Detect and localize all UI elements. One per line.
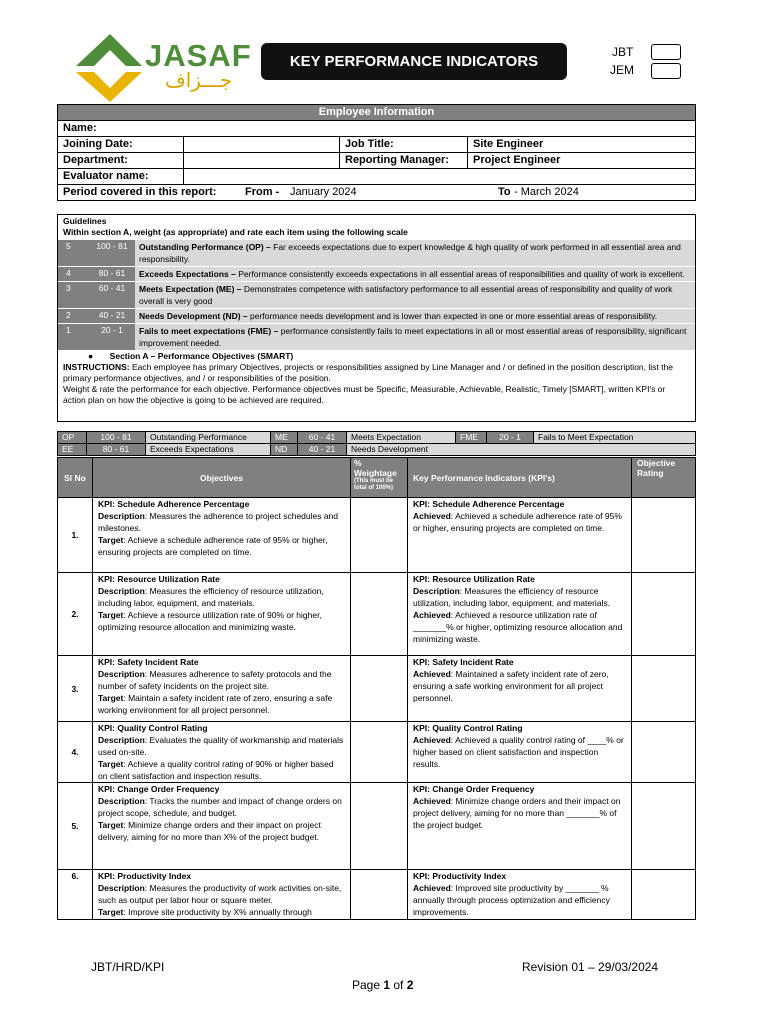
objective-title: KPI: Safety Incident Rate bbox=[98, 657, 199, 667]
achieved-label: Achieved bbox=[413, 883, 451, 893]
description-label: Description bbox=[98, 796, 145, 806]
objective-target: Minimize change orders and their impact on project delivery, aiming for no more than X% of the project budget. bbox=[98, 820, 321, 842]
weightage-field[interactable] bbox=[351, 722, 408, 783]
name-label: Name: bbox=[58, 121, 696, 137]
document-title: KEY PERFORMANCE INDICATORS bbox=[261, 43, 567, 80]
weightage-field[interactable] bbox=[351, 656, 408, 722]
guidelines-box bbox=[57, 214, 696, 422]
objective-target: Maintain a safety incident rate of zero, ensuring a safe working environment for all project personnel. bbox=[98, 693, 333, 715]
guidelines-title: Guidelines bbox=[63, 216, 107, 226]
scale-row bbox=[58, 281, 695, 308]
rating-field[interactable] bbox=[632, 722, 696, 783]
target-label: Target bbox=[98, 820, 124, 830]
kpi-cell: KPI: Schedule Adherence Percentage Achieved: Achieved a schedule adherence rate of 95% or higher, ensuring projects are completed on time. bbox=[408, 498, 632, 573]
objective-title: KPI: Schedule Adherence Percentage bbox=[98, 499, 250, 509]
reporting-manager-value: Project Engineer bbox=[468, 153, 696, 169]
guidelines-intro: Within section A, weight (as appropriate) and rate each item using the following scale bbox=[63, 227, 408, 237]
legend-code: OP bbox=[58, 432, 87, 444]
row-number: 6. bbox=[58, 870, 93, 920]
scale-score: 1 bbox=[58, 324, 89, 350]
objective-description: Measures adherence to safety protocols and the number of safety incidents on the project site. bbox=[98, 669, 332, 691]
kpi-row bbox=[58, 656, 696, 722]
row-number: 3. bbox=[58, 656, 93, 722]
kpi-table bbox=[57, 457, 696, 920]
objective-cell: KPI: Change Order Frequency Description: Tracks the number and impact of change orders on project scope, schedule, and budget. Target: Minimize change orders and their impact on project delivery, aiming for no more than X% of the project budget. bbox=[93, 783, 351, 870]
evaluator-label: Evaluator name: bbox=[58, 169, 184, 185]
objective-description: Measures the efficiency of resource utilization, including labor, equipment, and materials. bbox=[98, 586, 324, 608]
job-title-label: Job Title: bbox=[340, 137, 468, 153]
rating-field[interactable] bbox=[632, 498, 696, 573]
page-prefix: Page bbox=[352, 978, 384, 992]
objective-target: Achieve a resource utilization rate of 90% or higher, optimizing resource allocation and minimizing waste. bbox=[98, 610, 322, 632]
scale-name: Exceeds Expectations – bbox=[139, 269, 236, 279]
description-label: Description bbox=[98, 883, 145, 893]
kpi-achieved: Improved site productivity by _______ % annually through process optimization and efficiency improvements. bbox=[413, 883, 610, 917]
kpi-row bbox=[58, 573, 696, 656]
target-label: Target bbox=[98, 693, 124, 703]
col-objectives: Objectives bbox=[93, 458, 351, 498]
scale-row bbox=[58, 308, 695, 323]
objective-description: Measures the productivity of work activities on-site, such as output per labor hour or square meter. bbox=[98, 883, 342, 905]
col-kpi: Key Performance Indicators (KPI's) bbox=[408, 458, 632, 498]
checkbox-jbt[interactable] bbox=[651, 44, 681, 60]
kpi-title: KPI: Safety Incident Rate bbox=[413, 657, 514, 667]
section-a-title: Section A – Performance Objectives (SMART) bbox=[109, 351, 294, 361]
rating-field[interactable] bbox=[632, 573, 696, 656]
rating-legend bbox=[57, 431, 696, 456]
kpi-row bbox=[58, 722, 696, 783]
reporting-manager-label: Reporting Manager: bbox=[340, 153, 468, 169]
objective-cell: KPI: Productivity Index Description: Measures the productivity of work activities on-site, such as output per labor hour or square meter. Target: Improve site productivity by X% annually through bbox=[93, 870, 351, 920]
legend-code: EE bbox=[58, 444, 87, 456]
weightage-field[interactable] bbox=[351, 783, 408, 870]
description-label: Description bbox=[98, 511, 145, 521]
scale-range: 60 - 41 bbox=[89, 282, 135, 308]
objective-cell: KPI: Resource Utilization Rate Description: Measures the efficiency of resource utilization, including labor, equipment, and materials. Target: Achieve a resource utilization rate of 90% or higher, optimizing resource allocation and minimizing waste. bbox=[93, 573, 351, 656]
legend-range: 100 - 81 bbox=[87, 432, 146, 444]
description-label: Description bbox=[413, 586, 460, 596]
target-label: Target bbox=[98, 535, 124, 545]
row-number: 2. bbox=[58, 573, 93, 656]
objective-description: Evaluates the quality of workmanship and materials used on-site. bbox=[98, 735, 344, 757]
scale-score: 4 bbox=[58, 267, 89, 281]
achieved-label: Achieved bbox=[413, 796, 451, 806]
to-label: To bbox=[498, 186, 511, 198]
rating-field[interactable] bbox=[632, 870, 696, 920]
legend-range: 40 - 21 bbox=[298, 444, 347, 456]
col-rating: Objective Rating bbox=[632, 458, 696, 498]
weightage-field[interactable] bbox=[351, 573, 408, 656]
page-number bbox=[352, 978, 413, 992]
col-weightage bbox=[351, 458, 408, 498]
evaluator-field[interactable] bbox=[184, 169, 696, 185]
weightage-field[interactable] bbox=[351, 498, 408, 573]
employee-info-table bbox=[57, 104, 696, 201]
legend-label: Fails to Meet Expectation bbox=[534, 432, 696, 444]
kpi-row bbox=[58, 870, 696, 920]
kpi-description: Measures the efficiency of resource utilization, including labor, equipment, and materials. bbox=[413, 586, 611, 608]
legend-label: Needs Development bbox=[347, 444, 696, 456]
scale-score: 2 bbox=[58, 309, 89, 323]
checkbox-jem[interactable] bbox=[651, 63, 681, 79]
scale-text: Performance consistently exceeds expectations in all essential areas of responsibilities and quality of work is excellent. bbox=[235, 269, 685, 279]
department-field[interactable] bbox=[184, 153, 340, 169]
rating-field[interactable] bbox=[632, 783, 696, 870]
doc-code: JBT/HRD/KPI bbox=[91, 960, 165, 974]
to-value: - March 2024 bbox=[514, 186, 579, 198]
objective-title: KPI: Quality Control Rating bbox=[98, 723, 208, 733]
scale-name: Meets Expectation (ME) – bbox=[139, 284, 242, 294]
page-total: 2 bbox=[406, 978, 414, 992]
scale-range: 80 - 61 bbox=[89, 267, 135, 281]
page-of: of bbox=[390, 978, 407, 992]
joining-date-label: Joining Date: bbox=[58, 137, 184, 153]
objective-target: Improve site productivity by X% annually through bbox=[128, 907, 312, 917]
col-weightage-label: % Weightage bbox=[354, 458, 397, 478]
kpi-achieved: Maintained a safety incident rate of zero, ensuring a safe working environment for all project personnel. bbox=[413, 669, 609, 703]
legend-range: 60 - 41 bbox=[298, 432, 347, 444]
scale-row bbox=[58, 323, 695, 350]
row-number: 1. bbox=[58, 498, 93, 573]
achieved-label: Achieved bbox=[413, 669, 451, 679]
kpi-cell: KPI: Quality Control Rating Achieved: Achieved a quality control rating of ____% or higher based on client satisfaction and inspection results. bbox=[408, 722, 632, 783]
instructions-text-2: Weight & rate the performance for each objective. Performance objectives must be Specific, Measurable, Achievable, Realistic, Timely [SMART], written KPI's or action plan on how the objective is going to be achieved are required. bbox=[63, 384, 666, 405]
period-row bbox=[58, 185, 696, 201]
col-sl-no: Sl No bbox=[58, 458, 93, 498]
section-a-heading: ● Section A – Performance Objectives (SMART) bbox=[88, 351, 294, 361]
joining-date-field[interactable] bbox=[184, 137, 340, 153]
scale-score: 5 bbox=[58, 240, 89, 266]
scale-range: 40 - 21 bbox=[89, 309, 135, 323]
revision: Revision 01 – 29/03/2024 bbox=[522, 960, 659, 974]
scale-name: Outstanding Performance (OP) – bbox=[139, 242, 271, 252]
kpi-achieved: Achieved a schedule adherence rate of 95% or higher, ensuring projects are completed on time. bbox=[413, 511, 622, 533]
kpi-cell: KPI: Productivity Index Achieved: Improved site productivity by _______ % annually through process optimization and efficiency improvements. bbox=[408, 870, 632, 920]
instructions bbox=[58, 362, 695, 384]
target-label: Target bbox=[98, 759, 124, 769]
kpi-title: KPI: Productivity Index bbox=[413, 871, 507, 881]
target-label: Target bbox=[98, 907, 124, 917]
scale-text: Far exceeds expectations due to expert knowledge & high quality of work performed in all essential area and responsibility. bbox=[139, 242, 681, 264]
kpi-title: KPI: Schedule Adherence Percentage bbox=[413, 499, 565, 509]
legend-range: 80 - 61 bbox=[87, 444, 146, 456]
objective-cell: KPI: Schedule Adherence Percentage Description: Measures the adherence to project schedules and milestones. Target: Achieve a schedule adherence rate of 95% or higher, ensuring projects are completed on time. bbox=[93, 498, 351, 573]
kpi-row bbox=[58, 783, 696, 870]
objective-target: Achieve a schedule adherence rate of 95% or higher, ensuring projects are completed on time. bbox=[98, 535, 328, 557]
weightage-field[interactable] bbox=[351, 870, 408, 920]
scale-range: 20 - 1 bbox=[89, 324, 135, 350]
scale-text: performance needs development and is lower than expected in one or more essential areas of responsibility. bbox=[247, 311, 658, 321]
from-value: January 2024 bbox=[290, 186, 357, 198]
row-number: 4. bbox=[58, 722, 93, 783]
brand-name: JASAF bbox=[145, 38, 252, 73]
rating-field[interactable] bbox=[632, 656, 696, 722]
objective-description: Tracks the number and impact of change orders on project scope, schedule, and budget. bbox=[98, 796, 342, 818]
achieved-label: Achieved bbox=[413, 610, 451, 620]
period-label: Period covered in this report: bbox=[63, 186, 217, 198]
page-current: 1 bbox=[383, 978, 391, 992]
company-code-jbt: JBT bbox=[612, 45, 634, 59]
kpi-title: KPI: Change Order Frequency bbox=[413, 784, 535, 794]
scale-text: Demonstrates competence with satisfactory performance to all essential areas of responsibility and quality of work overall is very good bbox=[139, 284, 673, 306]
legend-range: 20 - 1 bbox=[487, 432, 534, 444]
scale-name: Needs Development (ND) – bbox=[139, 311, 248, 321]
kpi-row bbox=[58, 498, 696, 573]
row-number: 5. bbox=[58, 783, 93, 870]
job-title-value: Site Engineer bbox=[468, 137, 696, 153]
from-label: From - bbox=[245, 186, 280, 198]
achieved-label: Achieved bbox=[413, 735, 451, 745]
kpi-cell: KPI: Change Order Frequency Achieved: Minimize change orders and their impact on project delivery, aiming for no more than _______% of the project budget. bbox=[408, 783, 632, 870]
company-code-jem: JEM bbox=[610, 63, 634, 77]
col-weightage-note: (This must be total of 100%) bbox=[354, 478, 394, 491]
kpi-achieved: Minimize change orders and their impact on project delivery, aiming for no more than _______% of the project budget. bbox=[413, 796, 621, 830]
objective-title: KPI: Resource Utilization Rate bbox=[98, 574, 220, 584]
instructions-label: INSTRUCTIONS: bbox=[63, 362, 130, 372]
scale-range: 100 - 81 bbox=[89, 240, 135, 266]
kpi-title: KPI: Resource Utilization Rate bbox=[413, 574, 535, 584]
legend-code: FME bbox=[456, 432, 487, 444]
instructions-text-1: Each employee has primary Objectives, projects or responsibilities assigned by Line Manager and / or defined in the position description, list the primary performance objectives, and / or responsibilities of the position. bbox=[63, 362, 673, 383]
legend-label: Meets Expectation bbox=[347, 432, 456, 444]
objective-description: Measures the adherence to project schedules and milestones. bbox=[98, 511, 339, 533]
description-label: Description bbox=[98, 586, 145, 596]
kpi-achieved: Achieved a resource utilization rate of _______% or higher, optimizing resource allocation and minimizing waste. bbox=[413, 610, 623, 644]
kpi-achieved: Achieved a quality control rating of ____% or higher based on client satisfaction and inspection results. bbox=[413, 735, 624, 769]
scale-name: Fails to meet expectations (FME) – bbox=[139, 326, 279, 336]
objective-title: KPI: Productivity Index bbox=[98, 871, 192, 881]
description-label: Description bbox=[98, 735, 145, 745]
legend-label: Exceeds Expectations bbox=[146, 444, 271, 456]
employee-info-title: Employee Information bbox=[58, 105, 696, 121]
scale-row bbox=[58, 266, 695, 281]
legend-code: ND bbox=[271, 444, 298, 456]
objective-target: Achieve a quality control rating of 90% or higher based on client satisfaction and inspection results. bbox=[98, 759, 334, 781]
kpi-cell: KPI: Resource Utilization Rate Description: Measures the efficiency of resource utilization, including labor, equipment, and materials. Achieved: Achieved a resource utilization rate of _______% or higher, optimizing resource allocation and minimizing waste. bbox=[408, 573, 632, 656]
department-label: Department: bbox=[58, 153, 184, 169]
achieved-label: Achieved bbox=[413, 511, 451, 521]
scale-row bbox=[58, 239, 695, 266]
legend-label: Outstanding Performance bbox=[146, 432, 271, 444]
description-label: Description bbox=[98, 669, 145, 679]
objective-cell: KPI: Safety Incident Rate Description: Measures adherence to safety protocols and the number of safety incidents on the project site. Target: Maintain a safety incident rate of zero, ensuring a safe working environment for all project personnel. bbox=[93, 656, 351, 722]
legend-code: ME bbox=[271, 432, 298, 444]
scale-text: performance consistently fails to meet expectations in all or most essential areas of responsibility, significant improvement needed. bbox=[139, 326, 687, 348]
kpi-cell: KPI: Safety Incident Rate Achieved: Maintained a safety incident rate of zero, ensuring a safe working environment for all project personnel. bbox=[408, 656, 632, 722]
target-label: Target bbox=[98, 610, 124, 620]
brand-name-arabic: جـــزاف bbox=[165, 68, 233, 92]
objective-title: KPI: Change Order Frequency bbox=[98, 784, 220, 794]
objective-cell: KPI: Quality Control Rating Description: Evaluates the quality of workmanship and materials used on-site. Target: Achieve a quality control rating of 90% or higher based on client satisfaction and inspection results. bbox=[93, 722, 351, 783]
kpi-title: KPI: Quality Control Rating bbox=[413, 723, 523, 733]
scale-score: 3 bbox=[58, 282, 89, 308]
